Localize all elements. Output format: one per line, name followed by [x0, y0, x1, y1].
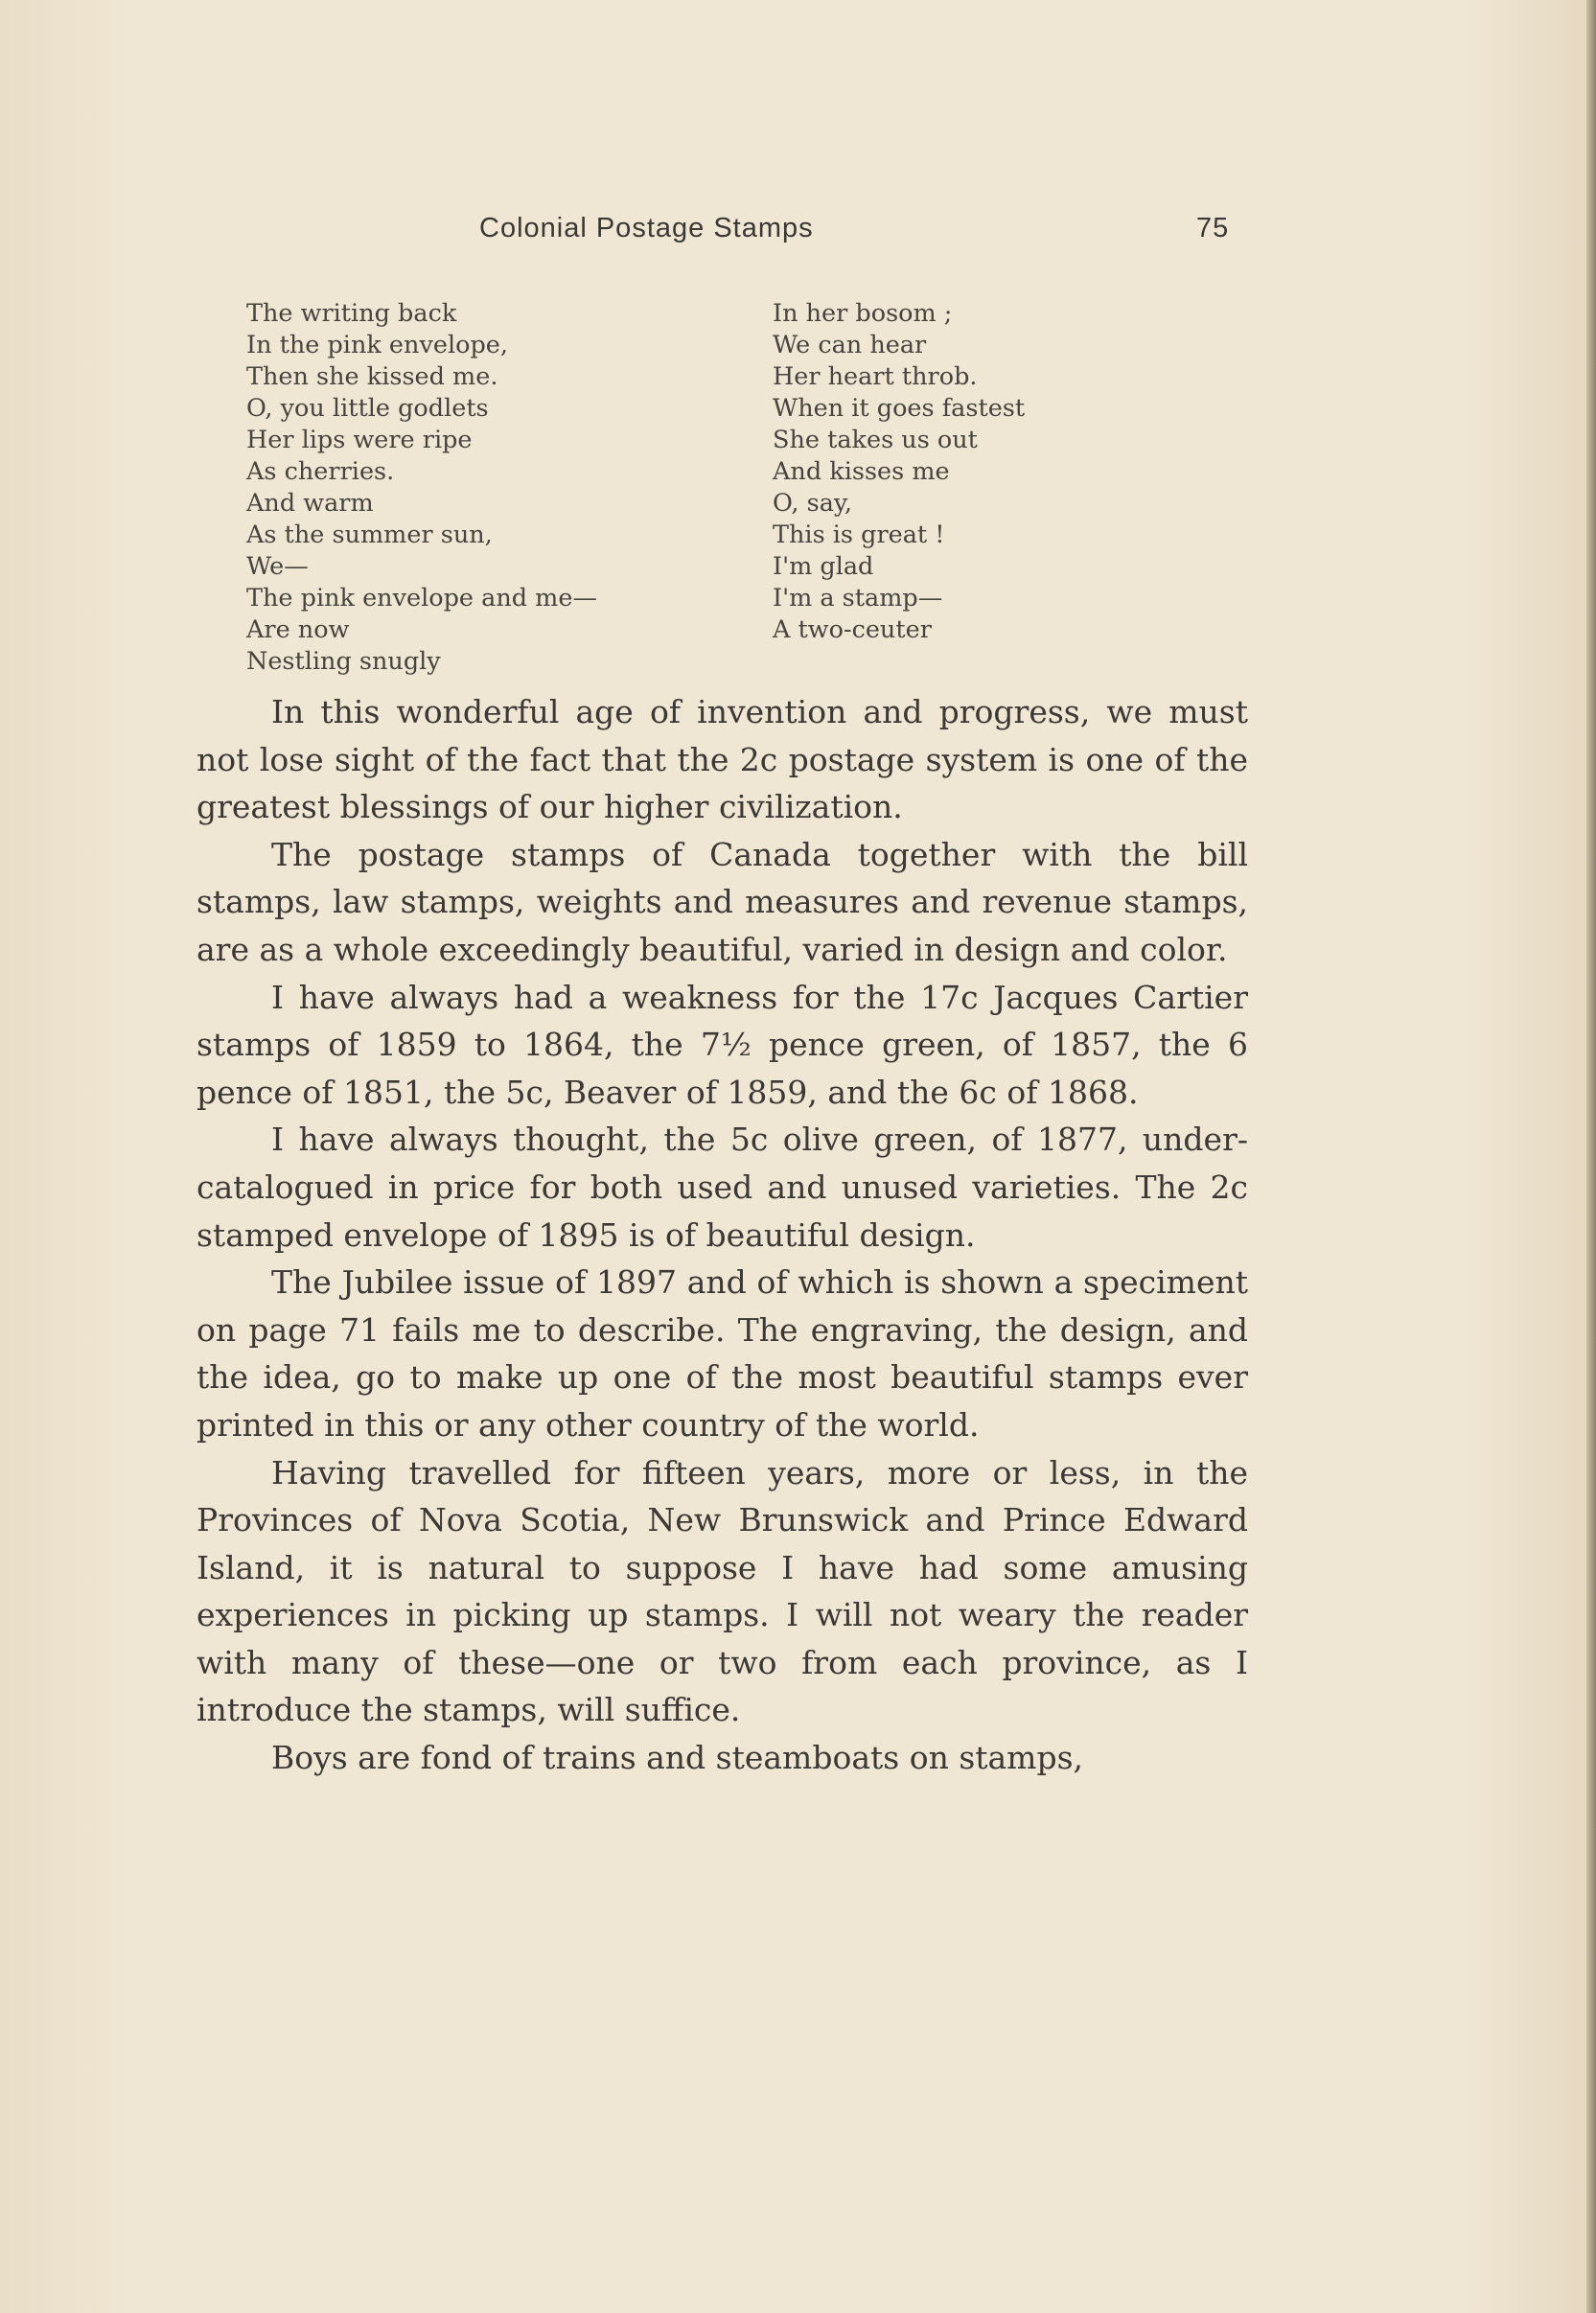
- poem-line: I'm a stamp—: [773, 584, 943, 613]
- poem-line: Her heart throb.: [773, 362, 978, 391]
- poem-line: And warm: [246, 489, 374, 518]
- poem-line: The pink envelope and me—: [246, 584, 597, 613]
- poem-line: And kisses me: [773, 457, 950, 486]
- poem-line: We—: [246, 552, 309, 581]
- paragraph-boys: Boys are fond of trains and steamboats on stamps,: [271, 1739, 1084, 1777]
- poem-line: As the summer sun,: [246, 520, 493, 549]
- paragraph-canada-stamps: The postage stamps of Canada together with the bill stamps, law stamps, weights and measures and revenue stamps, are as a whole exceedingly beautiful, varied in design and color.: [197, 835, 1248, 968]
- page-edge: [1586, 0, 1596, 2313]
- paragraph-travelled: Having travelled for fifteen years, more or less, in the Provinces of Nova Scotia, New Brunswick and Prince Edward Island, it is natural to suppose I have had some amusing experiences in picking up stamps. I will not weary the reader with many of these—one or two from each province, as I introduce the stamps, will suffice.: [197, 1453, 1248, 1729]
- poem-line: We can hear: [773, 331, 927, 359]
- poem-right-column: [773, 298, 1271, 646]
- poem-line: She takes us out: [773, 426, 978, 454]
- poem-line: As cherries.: [246, 457, 395, 486]
- poem-line: Her lips were ripe: [246, 426, 473, 454]
- poem-line: O, say,: [773, 489, 853, 518]
- paragraph-weakness: I have always had a weakness for the 17c Jacques Cartier stamps of 1859 to 1864, the 7½ pence green, of 1857, the 6 pence of 1851, the 5c, Beaver of 1859, and the 6c of 1868.: [197, 978, 1248, 1111]
- paragraph-jubilee: The Jubilee issue of 1897 and of which is shown a speciment on page 71 fails me to describe. The engraving, the design, and the idea, go to make up one of the most beautiful stamps ever printed in this or any other country of the world.: [197, 1263, 1248, 1444]
- body-text: [197, 688, 1248, 1782]
- poem-line: When it goes fastest: [773, 394, 1026, 423]
- poem-line: In her bosom ;: [773, 299, 953, 328]
- poem-line: Nestling snugly: [246, 647, 441, 676]
- poem-line: Are now: [246, 615, 350, 644]
- poem-line: O, you little godlets: [246, 394, 489, 423]
- poem-left-column: [246, 298, 745, 678]
- poem-line: This is great !: [773, 520, 945, 549]
- poem-line: In the pink envelope,: [246, 331, 508, 359]
- poem-line: I'm glad: [773, 552, 874, 581]
- running-head: [479, 213, 1246, 251]
- paragraph-olive-green: I have always thought, the 5c olive green, of 1877, under-catalogued in price for both used and unused varieties. The 2c stamped envelope of 1895 is of beautiful design.: [197, 1121, 1248, 1254]
- running-head-title: Colonial Postage Stamps: [479, 213, 814, 243]
- poem-line: Then she kissed me.: [246, 362, 498, 391]
- paragraph-invention: In this wonderful age of invention and progress, we must not lose sight of the fact that the 2c postage system is one of the greatest blessings of our higher civilization.: [197, 693, 1248, 826]
- page-number: 75: [1196, 213, 1230, 243]
- poem-line: The writing back: [246, 299, 457, 328]
- poem-line: A two-ceuter: [773, 615, 932, 644]
